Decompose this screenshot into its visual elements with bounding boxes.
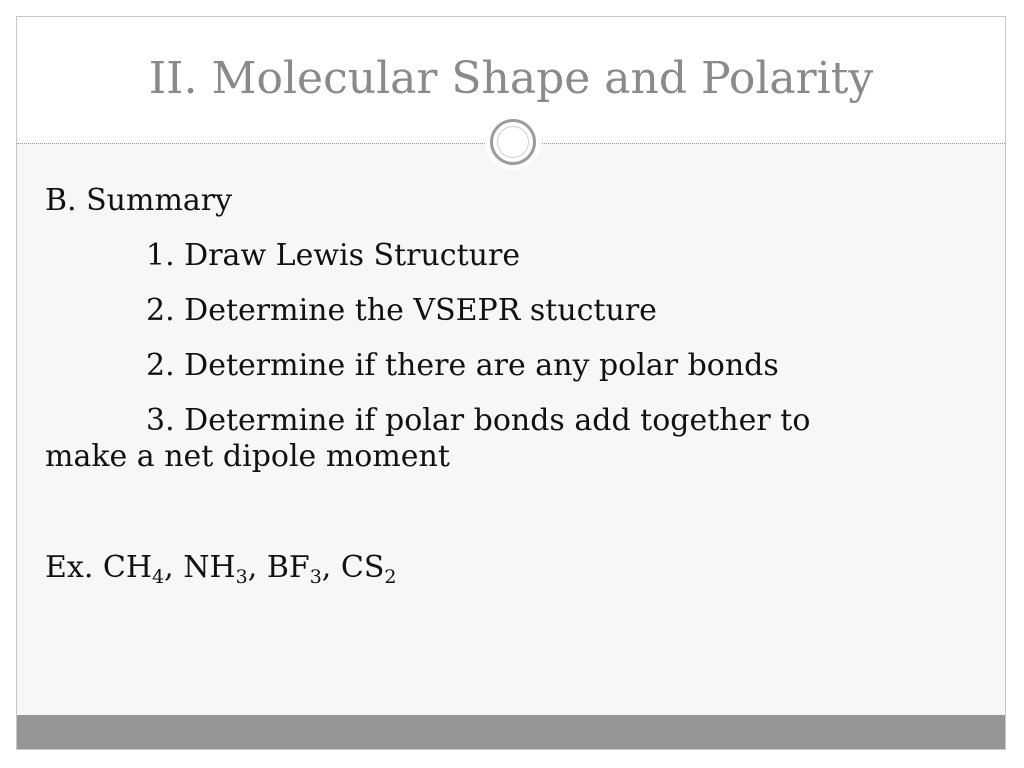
- formula-subscript: 4: [152, 566, 165, 588]
- formula-bf3: [266, 550, 332, 588]
- step-item-2: 2. Determine the VSEPR stucture: [146, 293, 657, 328]
- slide-title: II. Molecular Shape and Polarity: [148, 53, 874, 104]
- formula-base: NH: [183, 550, 236, 585]
- step-item-4-line-1: 3. Determine if polar bonds add together to: [146, 403, 811, 438]
- circle-ornament-icon: [485, 114, 541, 170]
- formula-base: BF: [266, 550, 310, 585]
- formula-separator: ,: [247, 550, 258, 585]
- footer-bar: [17, 715, 1005, 749]
- formula-subscript: 3: [309, 566, 322, 588]
- formula-separator: ,: [164, 550, 174, 585]
- formula-subscript: 3: [235, 566, 248, 588]
- step-item-3: 2. Determine if there are any polar bonds: [146, 348, 779, 383]
- formula-separator: ,: [321, 550, 332, 585]
- formula-ch4: [102, 550, 174, 588]
- slide-body: [45, 179, 985, 601]
- ring-icon: [490, 119, 536, 165]
- examples-prefix: Ex.: [45, 550, 94, 585]
- step-item-4-line-2: make a net dipole moment: [45, 439, 450, 474]
- formula-cs2: [340, 550, 397, 588]
- formula-nh3: [183, 550, 258, 588]
- slide: [16, 16, 1006, 750]
- formula-subscript: 2: [384, 566, 397, 588]
- formula-base: CS: [340, 550, 385, 585]
- formula-base: CH: [102, 550, 153, 585]
- examples-line: [45, 546, 985, 590]
- section-heading: B. Summary: [45, 183, 233, 218]
- spacer: [45, 490, 985, 546]
- step-item-1: 1. Draw Lewis Structure: [146, 238, 521, 273]
